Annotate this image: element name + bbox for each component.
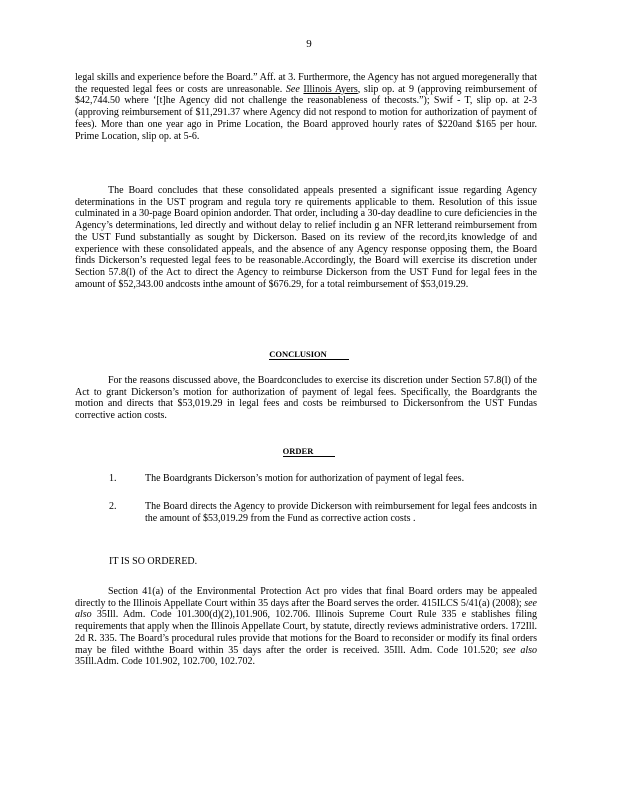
case-citation-prime-location: Prime Location	[217, 118, 281, 130]
see-also-signal: see also	[502, 644, 537, 656]
see-signal: See	[285, 83, 300, 95]
see-also-signal: see also	[75, 597, 537, 621]
case-citation-illinois-ayers: Illinois Ayers	[303, 83, 358, 95]
so-ordered-text: IT IS SO ORDERED.	[109, 556, 198, 567]
order-heading-text: ORDER	[283, 446, 336, 457]
para1-text-2: , slip op. at 9 (approving reimbursement of $42,744.50 where ‘[t]he Agency did not challenge the reasonableness of thecosts.”); Swif - T, slip op. at 2-3 (approving reimbursement of $11,291.37 where Agency did not respond to motion for authorization of payment of fees). More than one year ago in	[75, 83, 538, 130]
page-number: 9	[306, 38, 312, 50]
paragraph-board-concludes: The Board concludes that these consolidated appeals presented a significant issue regarding Agency determinations in the UST program and regula tory re quirements applicable to them. Resolution of this issue culminated in a 30-page Board opinion andorder. That order, including a 30-day deadline to cure deficiencies in the Agency’s determinations, led directly and without delay to relief includin g an NFR letterand reimbursement from the UST Fund substantially as sought by Dickerson. Based on its review of the record,its knowledge of and experience with these consolidated appeals, and the absence of any Agency response opposing them, the Board finds Dickerson’s requested legal fees to be reasonable.Accordingly, the Board will exercise its discretion under Section 57.8(l) of the Act to direct the Agency to reimburse Dickerson from the UST Fund for legal fees in the amount of $52,343.00 andcosts inthe amount of $676.29, for a total reimbursement of $53,019.29.	[75, 185, 537, 290]
para1-text-1: legal skills and experience before the Board.” Aff. at 3. Furthermore, the Agency has not argued moregenerally that the requested legal fees or costs are unreasonable.	[75, 72, 537, 95]
order-heading	[0, 446, 618, 457]
order-item-text: The Boardgrants Dickerson’s motion for authorization of payment of legal fees.	[145, 473, 465, 484]
case-citation-prime-location-2: Prime Location	[75, 130, 137, 142]
order-item-number: 2.	[109, 501, 117, 512]
conclusion-heading-text: CONCLUSION	[269, 349, 349, 360]
para1-text-3: , the Board approved hourly rates of $220and $165 per hour.	[280, 118, 537, 130]
order-item-number: 1.	[109, 473, 117, 484]
order-item-text: The Board directs the Agency to provide Dickerson with reimbursement for legal fees andcosts in the amount of $53,019.29 from the Fund as corrective action costs .	[145, 501, 537, 524]
para1-text-4: , slip op. at 5-6.	[136, 130, 200, 142]
appeal-rights-paragraph	[75, 586, 537, 668]
final-text-3: 35Ill.Adm. Code 101.902, 102.700, 102.702.	[75, 656, 255, 668]
conclusion-paragraph: For the reasons discussed above, the Boardconcludes to exercise its discretion under Section 57.8(l) of the Act to grant Dickerson’s motion for authorization of payment of legal fees. Specifically, the Boardgrants the motion and directs that $53,019.29 in legal fees and costs be reimbursed to Dickersonfrom the UST Fundas corrective action costs.	[75, 375, 537, 422]
paragraph-fees-reasonableness	[75, 72, 537, 142]
conclusion-heading	[0, 349, 618, 360]
final-text-2: 35Ill. Adm. Code 101.300(d)(2),101.906, 102.706. Illinois Supreme Court Rule 335 e stablishes filing requirements that apply when the Illinois Appellate Court, by statute, directly reviews administrative orders. 172Ill. 2d R. 335. The Board’s procedural rules provide that motions for the Board to reconsider or modify its final orders may be filed withthe Board within 35 days after the order is received. 35Ill. Adm. Code 101.520;	[75, 609, 537, 656]
final-text-1: Section 41(a) of the Environmental Protection Act pro vides that final Board orders may be appealed directly to the Illinois Appellate Court within 35 days after the Board serves the order. 415ILCS 5/41(a) (2008);	[75, 586, 537, 609]
